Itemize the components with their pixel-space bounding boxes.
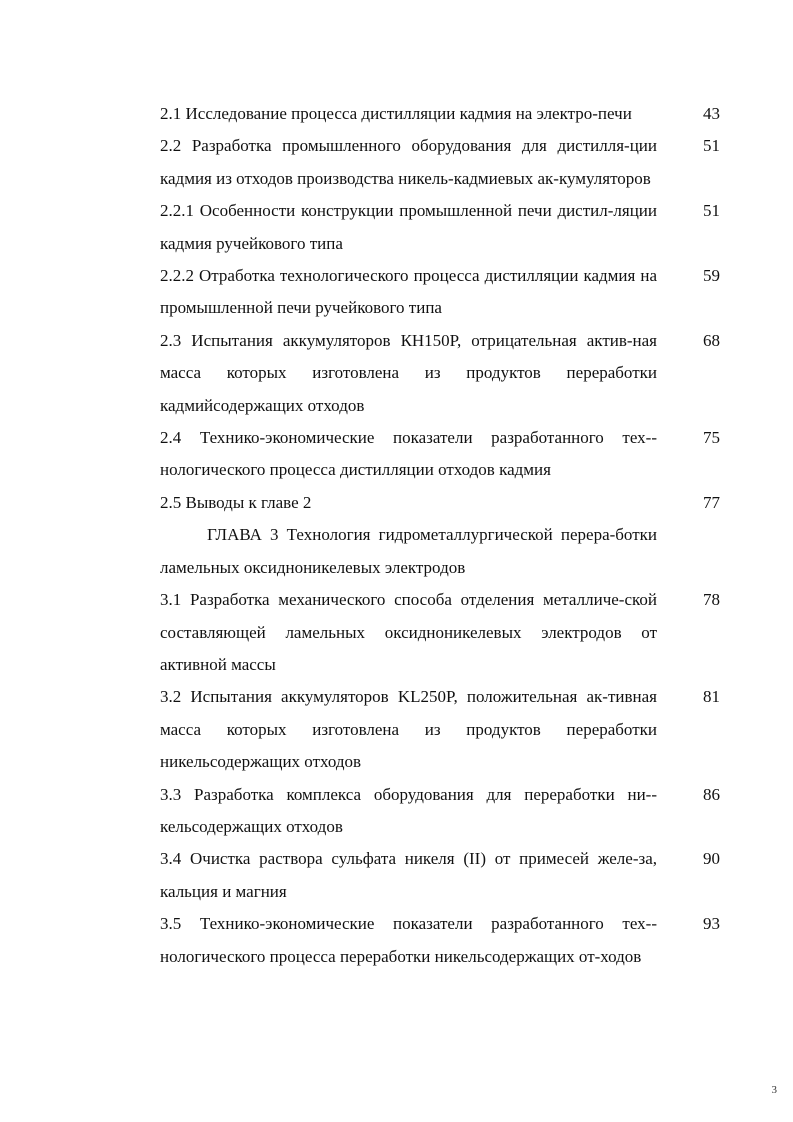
- toc-entry-3-4: [160, 843, 720, 908]
- toc-entry-2-2-2: [160, 260, 720, 325]
- toc-entry-title: 3.4 Очистка раствора сульфата никеля (II) от примесей желе-за, кальция и магния: [160, 849, 657, 901]
- toc-entry-3-1: [160, 584, 720, 681]
- toc-entry-3-5: [160, 908, 720, 973]
- toc-entry-2-5: [160, 487, 720, 519]
- toc-entry-page: 86: [703, 784, 720, 804]
- toc-entry-2-2-1: [160, 195, 720, 260]
- toc-entry-title: 3.1 Разработка механического способа отделения металличе-ской составляющей ламельных оксидноникелевых электродов от активной массы: [160, 590, 657, 674]
- toc-entry-title: 2.2 Разработка промышленного оборудования для дистилля-ции кадмия из отходов производства никель-кадмиевых ак-кумуляторов: [160, 136, 657, 188]
- toc-entry-title: 2.2.1 Особенности конструкции промышленной печи дистил-ляции кадмия ручейкового типа: [160, 201, 657, 253]
- toc-entry-page: 68: [703, 330, 720, 350]
- toc-entry-page: 90: [703, 849, 720, 869]
- toc-entry-page: 75: [703, 428, 720, 448]
- page-number: 3: [771, 1084, 777, 1096]
- toc-entry-page: 77: [703, 492, 720, 512]
- toc-entry-title: 2.1 Исследование процесса дистилляции кадмия на электро-печи: [160, 104, 632, 123]
- toc-chapter-3-heading: [160, 519, 720, 584]
- toc-entry-2-3: [160, 325, 720, 422]
- toc-entry-page: 81: [703, 687, 720, 707]
- toc-entry-page: 51: [703, 201, 720, 221]
- toc-entry-title: 2.4 Технико-экономические показатели разработанного тех-нологического процесса дистилляции отходов кадмия: [160, 428, 657, 480]
- toc-entry-title: 2.5 Выводы к главе 2: [160, 492, 312, 512]
- toc-chapter-title: ГЛАВА 3 Технология гидрометаллургической перера-ботки ламельных оксидноникелевых электродов: [160, 525, 657, 577]
- toc-entry-title: 3.3 Разработка комплекса оборудования для переработки ни-кельсодержащих отходов: [160, 784, 657, 836]
- toc-entry-title: 3.2 Испытания аккумуляторов KL250P, положительная ак-тивная масса которых изготовлена из продуктов переработки никельсодержащих отходов: [160, 687, 657, 772]
- toc-entry-page: 51: [703, 136, 720, 156]
- toc-entry-3-2: [160, 681, 720, 778]
- table-of-contents: [0, 98, 793, 973]
- toc-entry-2-1: [160, 98, 720, 130]
- toc-entry-2-2: [160, 130, 720, 195]
- toc-entry-title: 2.3 Испытания аккумуляторов КН150Р, отрицательная актив-ная масса которых изготовлена из продуктов переработки кадмийсодержащих отходов: [160, 330, 657, 415]
- toc-entry-page: 93: [703, 914, 720, 934]
- toc-entry-page: 43: [703, 104, 720, 123]
- toc-entry-page: 78: [703, 590, 720, 610]
- toc-entry-2-4: [160, 422, 720, 487]
- toc-entry-title: 2.2.2 Отработка технологического процесса дистилляции кадмия на промышленной печи ручейкового типа: [160, 266, 657, 318]
- toc-entry-title: 3.5 Технико-экономические показатели разработанного тех-нологического процесса переработки никельсодержащих от-ходов: [160, 914, 657, 966]
- toc-entry-3-3: [160, 779, 720, 844]
- toc-entry-page: 59: [703, 266, 720, 286]
